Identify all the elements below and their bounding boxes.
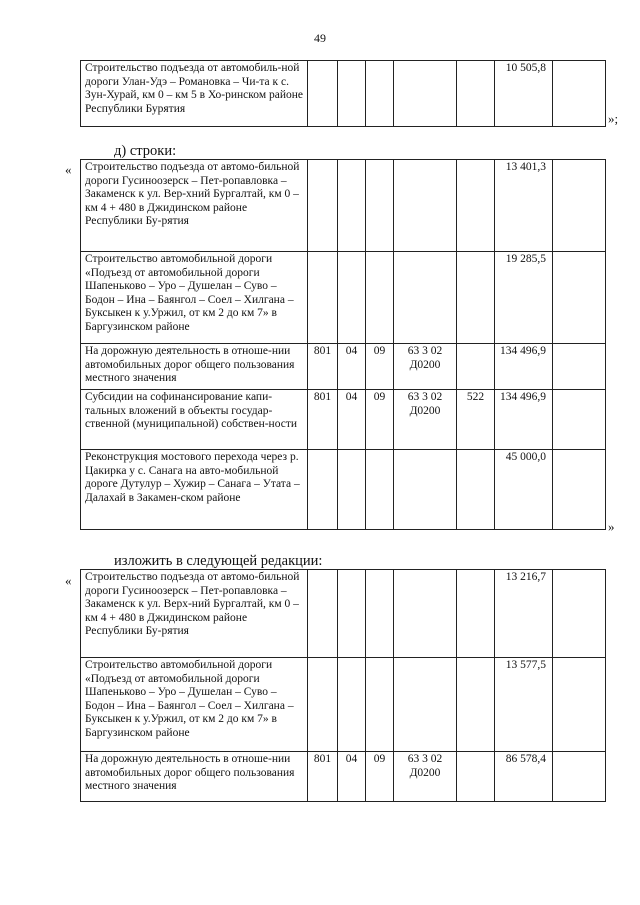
cell-target-code bbox=[394, 450, 457, 530]
cell-expense-type bbox=[457, 570, 495, 658]
new-edition-label: изложить в следующей редакции: bbox=[114, 553, 323, 569]
open-quote-mark: « bbox=[65, 573, 72, 588]
row-name: Реконструкция мостового перехода через р. Цакирка у с. Санага на авто-мобильной дороге Дутулур – Хужир – Санага – Утата – Далахай в Закамен-ском районе bbox=[81, 450, 308, 530]
cell-section-code: 04 bbox=[338, 344, 366, 390]
cell-expense-type: 522 bbox=[457, 390, 495, 450]
table-row bbox=[81, 252, 606, 344]
cell-amount: 13 401,3 bbox=[495, 160, 553, 252]
row-name: Строительство подъезда от автомобиль-ной дороги Улан-Удэ – Романовка – Чи-та к с. Зун-Хурай, км 0 – км 5 в Хо-ринском районе Республики Бурятия bbox=[81, 61, 308, 127]
cell-subsection-code bbox=[366, 570, 394, 658]
cell-target-code bbox=[394, 658, 457, 752]
cell-ministry-code bbox=[308, 61, 338, 127]
row-name: На дорожную деятельность в отноше-нии автомобильных дорог общего пользования местного значения bbox=[81, 752, 308, 802]
cell-subsection-code bbox=[366, 252, 394, 344]
cell-empty bbox=[553, 344, 606, 390]
row-name: Строительство подъезда от автомо-бильной дороги Гусиноозерск – Пет-ропавловка – Закаменск к ул. Вер-хний Бургалтай, км 0 – км 4 + 480 в Джидинском районе Республики Бу-рятия bbox=[81, 160, 308, 252]
cell-subsection-code: 09 bbox=[366, 344, 394, 390]
cell-target-code: 63 3 02 Д0200 bbox=[394, 344, 457, 390]
cell-amount: 86 578,4 bbox=[495, 752, 553, 802]
cell-section-code bbox=[338, 61, 366, 127]
cell-target-code bbox=[394, 570, 457, 658]
cell-target-code bbox=[394, 61, 457, 127]
cell-amount: 19 285,5 bbox=[495, 252, 553, 344]
cell-subsection-code bbox=[366, 450, 394, 530]
cell-expense-type bbox=[457, 61, 495, 127]
table-row bbox=[81, 450, 606, 530]
cell-empty bbox=[553, 160, 606, 252]
cell-empty bbox=[553, 658, 606, 752]
cell-section-code bbox=[338, 658, 366, 752]
budget-table-new-edition bbox=[80, 569, 606, 802]
cell-section-code: 04 bbox=[338, 752, 366, 802]
cell-amount: 13 577,5 bbox=[495, 658, 553, 752]
cell-ministry-code: 801 bbox=[308, 752, 338, 802]
close-quote-mark: » bbox=[608, 519, 615, 534]
cell-target-code: 63 3 02 Д0200 bbox=[394, 390, 457, 450]
row-name: Строительство автомобильной дороги «Подъезд от автомобильной дороги Шапеньково – Уро – Душелан – Суво – Бодон – Ина – Баянгол – Соел – Хилгана – Буксыкен к у.Уржил, от км 2 до км 7» в Баргузинском районе bbox=[81, 252, 308, 344]
table-row bbox=[81, 61, 606, 127]
cell-subsection-code bbox=[366, 658, 394, 752]
table-row bbox=[81, 344, 606, 390]
cell-expense-type bbox=[457, 252, 495, 344]
page-number: 49 bbox=[314, 31, 326, 45]
table-row bbox=[81, 390, 606, 450]
cell-ministry-code: 801 bbox=[308, 390, 338, 450]
cell-empty bbox=[553, 570, 606, 658]
cell-ministry-code bbox=[308, 658, 338, 752]
cell-empty bbox=[553, 450, 606, 530]
table-row bbox=[81, 160, 606, 252]
cell-ministry-code bbox=[308, 450, 338, 530]
cell-empty bbox=[553, 61, 606, 127]
cell-subsection-code bbox=[366, 61, 394, 127]
row-name: На дорожную деятельность в отноше-нии автомобильных дорог общего пользования местного значения bbox=[81, 344, 308, 390]
cell-section-code bbox=[338, 160, 366, 252]
cell-subsection-code bbox=[366, 160, 394, 252]
cell-target-code bbox=[394, 160, 457, 252]
cell-subsection-code: 09 bbox=[366, 390, 394, 450]
cell-empty bbox=[553, 390, 606, 450]
cell-expense-type bbox=[457, 160, 495, 252]
cell-expense-type bbox=[457, 658, 495, 752]
budget-table-top bbox=[80, 60, 606, 127]
section-d-label: д) строки: bbox=[114, 143, 177, 159]
cell-section-code: 04 bbox=[338, 390, 366, 450]
close-quote-mark: »; bbox=[608, 111, 619, 126]
cell-ministry-code bbox=[308, 160, 338, 252]
row-name: Строительство автомобильной дороги «Подъезд от автомобильной дороги Шапеньково – Уро – Душелан – Суво – Бодон – Ина – Баянгол – Соел – Хилгана – Буксыкен к у.Уржил, от км 2 до км 7» в Баргузинском районе bbox=[81, 658, 308, 752]
cell-amount: 45 000,0 bbox=[495, 450, 553, 530]
budget-table-strings bbox=[80, 159, 606, 530]
cell-amount: 134 496,9 bbox=[495, 390, 553, 450]
cell-ministry-code bbox=[308, 570, 338, 658]
open-quote-mark: « bbox=[65, 162, 72, 177]
cell-expense-type bbox=[457, 344, 495, 390]
cell-section-code bbox=[338, 570, 366, 658]
cell-ministry-code: 801 bbox=[308, 344, 338, 390]
cell-empty bbox=[553, 752, 606, 802]
cell-empty bbox=[553, 252, 606, 344]
row-name: Строительство подъезда от автомо-бильной дороги Гусиноозерск – Пет-ропавловка – Закаменск к ул. Верх-ний Бургалтай, км 0 – км 4 + 480 в Джидинском районе Республики Бу-рятия bbox=[81, 570, 308, 658]
cell-amount: 13 216,7 bbox=[495, 570, 553, 658]
cell-ministry-code bbox=[308, 252, 338, 344]
cell-amount: 134 496,9 bbox=[495, 344, 553, 390]
table-row bbox=[81, 658, 606, 752]
cell-section-code bbox=[338, 450, 366, 530]
cell-subsection-code: 09 bbox=[366, 752, 394, 802]
cell-target-code: 63 3 02 Д0200 bbox=[394, 752, 457, 802]
cell-section-code bbox=[338, 252, 366, 344]
cell-amount: 10 505,8 bbox=[495, 61, 553, 127]
cell-expense-type bbox=[457, 752, 495, 802]
row-name: Субсидии на софинансирование капи-тальных вложений в объекты государ-ственной (муниципальной) собствен-ности bbox=[81, 390, 308, 450]
table-row bbox=[81, 752, 606, 802]
cell-target-code bbox=[394, 252, 457, 344]
cell-expense-type bbox=[457, 450, 495, 530]
table-row bbox=[81, 570, 606, 658]
